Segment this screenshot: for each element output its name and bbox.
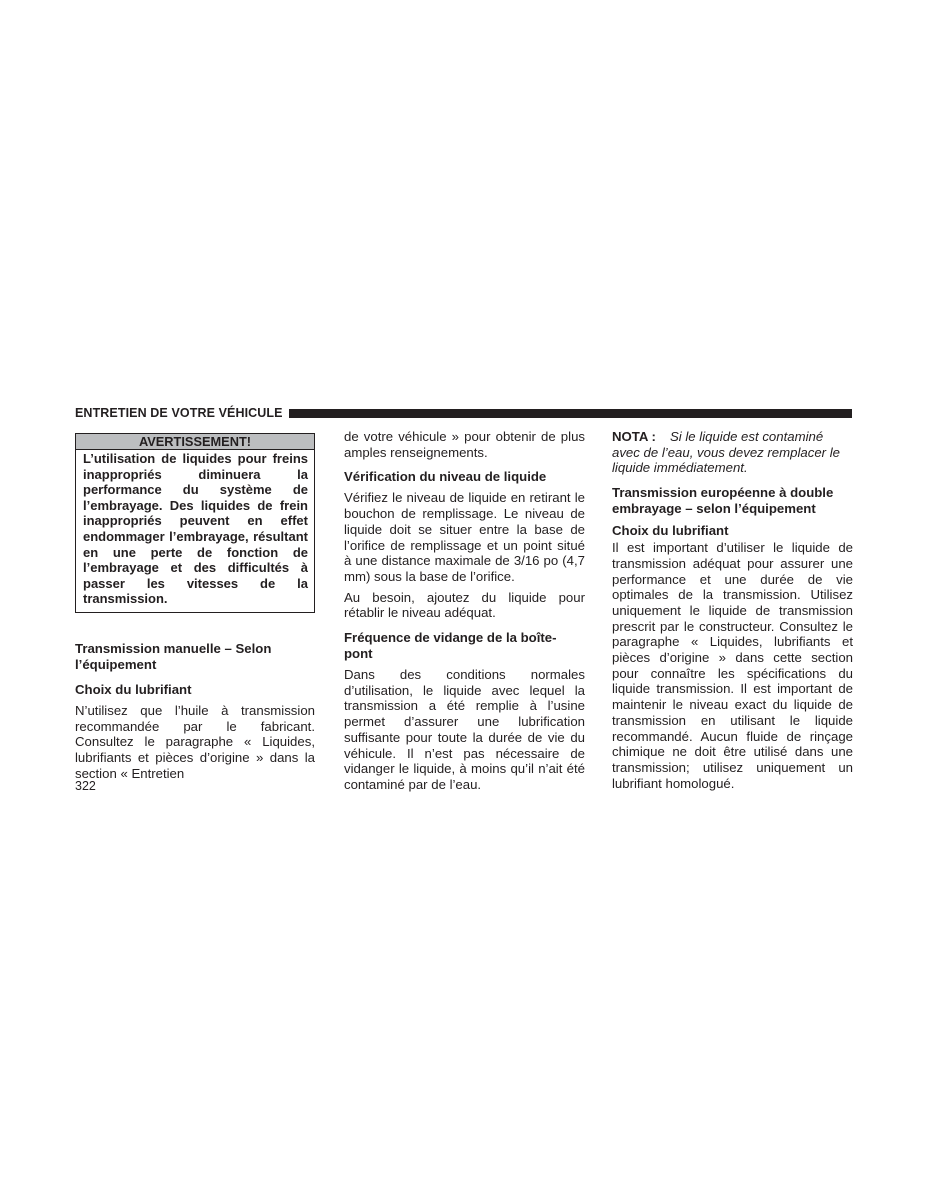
running-header xyxy=(75,405,852,421)
paragraph-fluid-level-check: Vérifiez le niveau de liquide en retirant le bouchon de remplissage. Le niveau de liquide doit se situer entre la base de l’orifice de remplissage et un point situé à une distance maximale de 3/16 po (4,7 mm) sous la base de l’orifice. xyxy=(344,490,585,584)
nota-note xyxy=(612,429,853,476)
column-3 xyxy=(612,429,853,791)
heading-dual-clutch-transmission: Transmission européenne à double embrayage – selon l’équipement xyxy=(612,485,834,517)
heading-drain-frequency: Fréquence de vidange de la boîte-pont xyxy=(344,630,557,662)
paragraph-drain-frequency: Dans des conditions normales d’utilisation, le liquide avec lequel la transmission a été remplie à l’usine permet d’assurer une lubrification suffisante pour toute la durée de vie du véhicule. Il n’est pas nécessaire de vidanger le liquide, à moins qu’il n’ait été contaminé par de l’eau. xyxy=(344,667,585,792)
paragraph-continuation: de votre véhicule » pour obtenir de plus amples renseignements. xyxy=(344,429,585,460)
heading-fluid-level-check: Vérification du niveau de liquide xyxy=(344,469,547,485)
paragraph-add-fluid: Au besoin, ajoutez du liquide pour rétablir le niveau adéquat. xyxy=(344,589,585,621)
warning-text: L’utilisation de liquides pour freins inappropriés diminuera la performance du système de l’embrayage. Des liquides de frein inappropriés peuvent en effet endommager l’embrayage, résultant en une perte de fonction de l’embrayage et des difficultés à passer les vitesses de la transmission. xyxy=(83,451,308,607)
page-number: 322 xyxy=(75,779,96,793)
heading-lubricant-choice: Choix du lubrifiant xyxy=(612,523,729,539)
header-rule xyxy=(289,409,852,418)
paragraph-recommended-oil: N’utilisez que l’huile à transmission recommandée par le fabricant. Consultez le paragraphe « Liquides, lubrifiants et pièces d’origine » dans la section « Entretien xyxy=(75,702,315,781)
section-heading-manual-transmission: Transmission manuelle – Selon l’équipement xyxy=(75,640,272,672)
warning-box xyxy=(75,433,315,613)
nota-text: Si le liquide est contaminé avec de l’eau, vous devez remplacer le liquide immédiatement. xyxy=(612,429,840,476)
warning-title: AVERTISSEMENT! xyxy=(76,434,314,450)
header-title: ENTRETIEN DE VOTRE VÉHICULE xyxy=(75,406,283,420)
column-2 xyxy=(344,429,585,793)
paragraph-dual-clutch-fluid: Il est important d’utiliser le liquide de transmission adéquat pour assurer une performance et une durée de vie optimales de la transmission. Utilisez uniquement le liquide de transmission prescrit par le constructeur. Consultez le paragraphe « Liquides, lubrifiants et pièces d’origine » dans cette section pour connaître les spécifications du liquide transmission. Il est important de maintenir le niveau exact du liquide de transmission en utilisant le liquide recommandé. Aucun fluide de rinçage chimique ne doit être utilisé dans une transmission; utilisez uniquement un lubrifiant homologué. xyxy=(612,540,853,791)
sub-heading-lubricant-choice: Choix du lubrifiant xyxy=(75,681,192,697)
column-1 xyxy=(75,429,315,781)
nota-label: NOTA : xyxy=(612,429,656,444)
